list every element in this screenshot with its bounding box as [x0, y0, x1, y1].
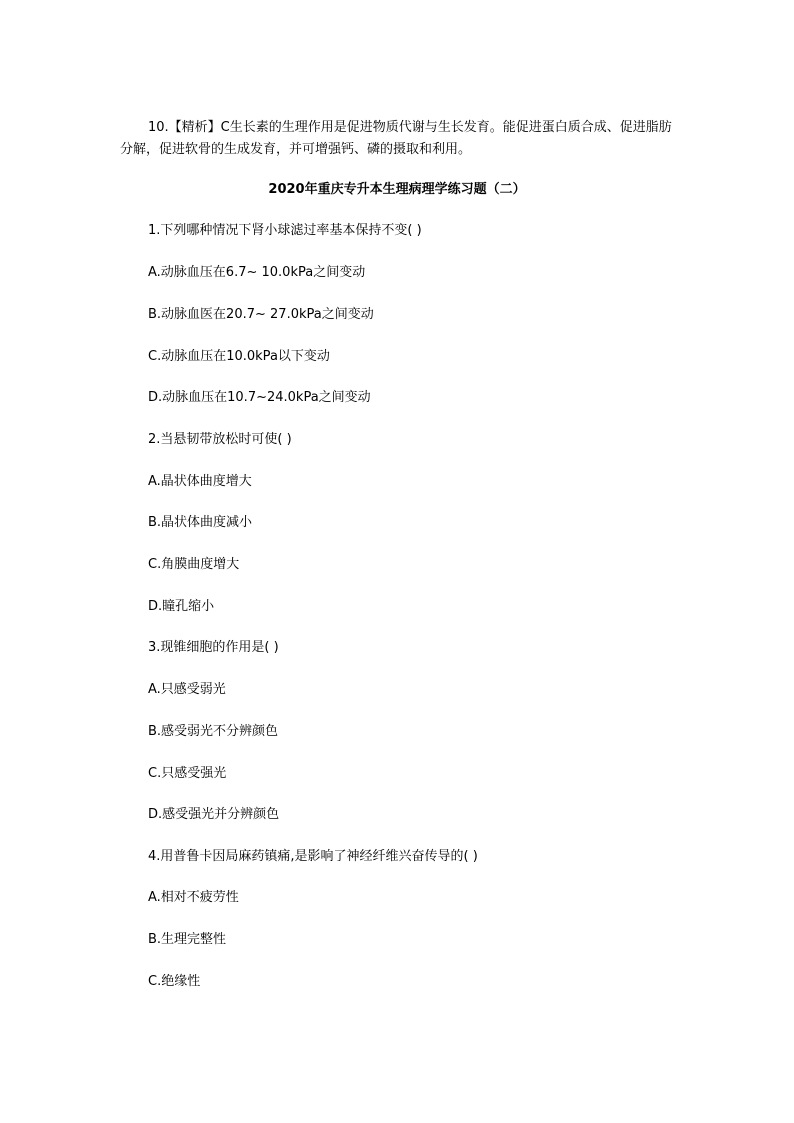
question-4-option-b: B.生理完整性	[148, 932, 227, 947]
question-3-option-d: D.感受强光并分辨颜色	[148, 807, 280, 822]
intro-paragraph: 10.【精析】C生长素的生理作用是促进物质代谢与生长发育。能促进蛋白质合成、促进脂肪分解，促进软骨的生成发育，并可增强钙、磷的摄取和利用。	[120, 120, 672, 157]
question-2: 2.当悬韧带放松时可使( )	[148, 432, 292, 447]
question-3-option-a: A.只感受弱光	[148, 682, 226, 697]
question-2-option-d: D.瞳孔缩小	[148, 599, 215, 614]
question-2-option-a: A.晶状体曲度增大	[148, 474, 252, 489]
question-4: 4.用普鲁卡因局麻药镇痛,是影响了神经纤维兴奋传导的( )	[148, 849, 478, 864]
question-2-option-b: B.晶状体曲度减小	[148, 515, 253, 530]
page-title: 2020年重庆专升本生理病理学练习题（二）	[268, 182, 526, 197]
question-1-option-b: B.动脉血医在20.7~ 27.0kPa之间变动	[148, 307, 374, 322]
question-1-option-c: C.动脉血压在10.0kPa以下变动	[148, 349, 330, 364]
question-2-option-c: C.角膜曲度增大	[148, 557, 240, 572]
question-3: 3.现锥细胞的作用是( )	[148, 640, 279, 655]
question-4-option-c: C.绝缘性	[148, 974, 201, 989]
question-1: 1.下列哪种情况下肾小球滤过率基本保持不变( )	[148, 223, 422, 238]
question-3-option-c: C.只感受强光	[148, 766, 227, 781]
question-1-option-d: D.动脉血压在10.7~24.0kPa之间变动	[148, 390, 371, 405]
question-3-option-b: B.感受弱光不分辨颜色	[148, 724, 279, 739]
question-4-option-a: A.相对不疲劳性	[148, 890, 239, 905]
question-1-option-a: A.动脉血压在6.7~ 10.0kPa之间变动	[148, 265, 366, 280]
